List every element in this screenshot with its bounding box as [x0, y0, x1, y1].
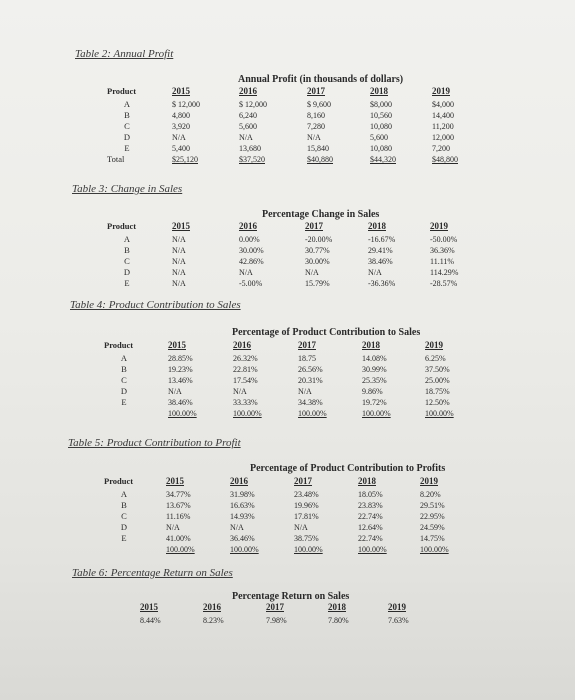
table-2-title: Table 2: Annual Profit [75, 48, 174, 60]
table-3-cell: N/A [172, 257, 186, 266]
table-5-product-column [104, 476, 144, 544]
table-3-product: B [124, 245, 130, 255]
table-3-cell: 29.41% [368, 246, 393, 255]
table-2-total: $40,880 [307, 155, 333, 164]
table-3-cell: 15.79% [305, 279, 330, 288]
table-3-title: Table 3: Change in Sales [72, 183, 183, 195]
table-6-year-column [328, 602, 349, 626]
table-4-product: E [121, 397, 127, 407]
table-2-cell: 14,400 [432, 111, 454, 120]
table-3-cell: 30.00% [305, 257, 330, 266]
table-5-cell: N/A [166, 523, 180, 532]
table-5-total: 100.00% [166, 545, 195, 554]
table-5-cell: N/A [230, 523, 244, 532]
table-2-cell: 10,080 [370, 144, 392, 153]
table-3-cell: N/A [239, 268, 253, 277]
table-5-year-column [230, 476, 259, 555]
table-5-cell: 22.74% [358, 534, 383, 543]
table-5-cell: 8.20% [420, 490, 441, 499]
table-5-cell: 22.95% [420, 512, 445, 521]
table-4-cell: 6.25% [425, 354, 446, 363]
table-2-cell: 10,080 [370, 122, 392, 131]
table-3-cell: -28.57% [430, 279, 458, 288]
table-3-product-header: Product [107, 221, 137, 231]
table-5-year-header: 2015 [166, 476, 184, 486]
table-4-cell: 38.46% [168, 398, 193, 407]
table-2-total: $48,800 [432, 155, 458, 164]
table-3-cell: -36.36% [368, 279, 396, 288]
table-2-total: $37,520 [239, 155, 265, 164]
table-2-cell: 15,840 [307, 144, 329, 153]
table-6-year-header: 2016 [203, 602, 221, 612]
table-5-year-column [420, 476, 449, 555]
table-6-year-header: 2017 [266, 602, 284, 612]
table-3-year-column [239, 221, 264, 289]
table-2-year-header: 2017 [307, 86, 325, 96]
table-4-cell: 19.23% [168, 365, 193, 374]
table-3-cell: -50.00% [430, 235, 458, 244]
table-5-total: 100.00% [420, 545, 449, 554]
table-5-total: 100.00% [230, 545, 259, 554]
table-6-year-column [388, 602, 409, 626]
table-2-cell: 11,200 [432, 122, 454, 131]
table-5-cell: 22.74% [358, 512, 383, 521]
table-5-total: 100.00% [358, 545, 387, 554]
table-2-cell: 10,560 [370, 111, 392, 120]
table-3-cell: N/A [172, 268, 186, 277]
table-5-cell: 41.00% [166, 534, 191, 543]
table-4-cell: 19.72% [362, 398, 387, 407]
table-4-product: B [121, 364, 127, 374]
table-4-cell: 18.75 [298, 354, 316, 363]
table-5-cell: 18.05% [358, 490, 383, 499]
table-2-year-header: 2019 [432, 86, 450, 96]
table-5-cell: 12.64% [358, 523, 383, 532]
table-3-cell: N/A [305, 268, 319, 277]
table-4-cell: 12.50% [425, 398, 450, 407]
table-4-product: A [120, 353, 128, 363]
table-4-cell: 37.50% [425, 365, 450, 374]
table-3-cell: N/A [172, 246, 186, 255]
table-4-title: Table 4: Product Contribution to Sales [70, 299, 241, 311]
table-4-year-header: 2015 [168, 340, 186, 350]
table-4-cell: 30.99% [362, 365, 387, 374]
table-2-cell: 13,680 [239, 144, 261, 153]
table-5-year-column [294, 476, 323, 555]
table-4-year-header: 2016 [233, 340, 251, 350]
table-4-year-header: 2019 [425, 340, 443, 350]
table-3-product: A [123, 234, 131, 244]
table-6-caption: Percentage Return on Sales [232, 591, 350, 602]
table-5-cell: 19.96% [294, 501, 319, 510]
table-2-cell: $ 12,000 [239, 100, 267, 109]
table-3-cell: 30.00% [239, 246, 264, 255]
table-4-cell: 9.86% [362, 387, 383, 396]
table-3-caption: Percentage Change in Sales [262, 209, 380, 220]
table-5-cell: 31.98% [230, 490, 255, 499]
table-5-year-header: 2018 [358, 476, 376, 486]
table-5-product: B [121, 500, 127, 510]
table-4-product-header: Product [104, 340, 134, 350]
table-2-cell: N/A [239, 133, 253, 142]
table-2-year-column [239, 86, 267, 165]
table-5-cell: 13.67% [166, 501, 191, 510]
table-5-product-header: Product [104, 476, 134, 486]
table-2-cell: $4,000 [432, 100, 454, 109]
table-6-year-column [266, 602, 287, 626]
table-4-cell: 28.85% [168, 354, 193, 363]
table-2-total: $25,120 [172, 155, 198, 164]
table-3-year-column [305, 221, 332, 289]
table-6-cell: 7.63% [388, 616, 409, 625]
table-4-year-header: 2018 [362, 340, 380, 350]
table-4-cell: N/A [233, 387, 247, 396]
table-5-cell: 23.83% [358, 501, 383, 510]
table-4-product: D [120, 386, 128, 396]
table-5-cell: 11.16% [166, 512, 191, 521]
table-4-cell: 14.08% [362, 354, 387, 363]
table-5-year-header: 2017 [294, 476, 312, 486]
table-4-year-column [298, 340, 327, 419]
table-3-year-column [172, 221, 190, 289]
table-3-cell: 114.29% [430, 268, 459, 277]
table-6-cell: 8.23% [203, 616, 224, 625]
table-2-cell: 6,240 [239, 111, 257, 120]
table-3-cell: 36.36% [430, 246, 455, 255]
table-2-product: C [124, 121, 130, 131]
table-3-cell: 42.86% [239, 257, 264, 266]
table-4-cell: 25.35% [362, 376, 387, 385]
table-2-cell: $ 12,000 [172, 100, 200, 109]
table-2-cell: 5,600 [239, 122, 257, 131]
table-4-year-column [233, 340, 262, 419]
table-2-cell: 8,160 [307, 111, 325, 120]
table-6-cell: 8.44% [140, 616, 161, 625]
table-5-product: E [121, 533, 127, 543]
table-4-year-header: 2017 [298, 340, 316, 350]
table-3-year-header: 2019 [430, 221, 448, 231]
table-5-product: C [121, 511, 127, 521]
table-2-year-column [432, 86, 458, 165]
table-3-cell: 0.00% [239, 235, 260, 244]
table-4-cell: 25.00% [425, 376, 450, 385]
table-4-product: C [121, 375, 127, 385]
table-4-year-column [362, 340, 391, 419]
table-2-year-header: 2015 [172, 86, 190, 96]
table-4-cell: 26.32% [233, 354, 258, 363]
table-2-total: $44,320 [370, 155, 396, 164]
table-6-cell: 7.98% [266, 616, 287, 625]
table-2-cell: 7,200 [432, 144, 450, 153]
table-2-year-column [172, 86, 200, 165]
table-6-year-column [140, 602, 161, 626]
table-3-product-column [107, 221, 147, 289]
table-3-year-header: 2018 [368, 221, 386, 231]
table-2-year-header: 2016 [239, 86, 257, 96]
table-6-year-header: 2018 [328, 602, 346, 612]
table-2-cell: 12,000 [432, 133, 454, 142]
table-6-year-column [203, 602, 224, 626]
table-4-total: 100.00% [298, 409, 327, 418]
table-3-year-header: 2017 [305, 221, 323, 231]
table-4-cell: N/A [168, 387, 182, 396]
table-5-cell: 23.48% [294, 490, 319, 499]
table-6-year-header: 2019 [388, 602, 406, 612]
table-5-cell: 36.46% [230, 534, 255, 543]
table-2-cell: 7,280 [307, 122, 325, 131]
table-4-cell: 33.33% [233, 398, 258, 407]
table-5-year-column [358, 476, 387, 555]
table-5-year-header: 2016 [230, 476, 248, 486]
table-4-cell: N/A [298, 387, 312, 396]
table-4-cell: 26.56% [298, 365, 323, 374]
table-4-total: 100.00% [168, 409, 197, 418]
table-3-cell: N/A [172, 235, 186, 244]
table-5-total: 100.00% [294, 545, 323, 554]
table-2-year-column [307, 86, 333, 165]
table-2-product: B [124, 110, 130, 120]
table-2-product-header: Product [107, 86, 137, 96]
table-6-year-header: 2015 [140, 602, 158, 612]
table-5-cell: 17.81% [294, 512, 319, 521]
table-4-total: 100.00% [362, 409, 391, 418]
table-5-cell: 14.75% [420, 534, 445, 543]
table-5-product: A [120, 489, 128, 499]
table-3-cell: 30.77% [305, 246, 330, 255]
table-4-cell: 34.38% [298, 398, 323, 407]
table-2-cell: $ 9,600 [307, 100, 331, 109]
table-3-year-column [368, 221, 395, 289]
table-4-total: 100.00% [233, 409, 262, 418]
table-5-cell: 38.75% [294, 534, 319, 543]
table-2-year-header: 2018 [370, 86, 388, 96]
table-2-cell: N/A [307, 133, 321, 142]
table-3-year-column [430, 221, 458, 289]
table-3-product: C [124, 256, 130, 266]
table-2-cell: $8,000 [370, 100, 392, 109]
table-5-title: Table 5: Product Contribution to Profit [68, 437, 241, 449]
table-4-cell: 13.46% [168, 376, 193, 385]
table-5-cell: 14.93% [230, 512, 255, 521]
table-5-caption: Percentage of Product Contribution to Profits [250, 463, 446, 474]
table-5-cell: N/A [294, 523, 308, 532]
table-4-total: 100.00% [425, 409, 454, 418]
table-6-title: Table 6: Percentage Return on Sales [72, 567, 233, 579]
table-3-year-header: 2015 [172, 221, 190, 231]
table-3-cell: -16.67% [368, 235, 396, 244]
table-2-cell: 3,920 [172, 122, 190, 131]
table-2-cell: N/A [172, 133, 186, 142]
table-5-cell: 16.63% [230, 501, 255, 510]
table-5-cell: 34.77% [166, 490, 191, 499]
table-2-year-column [370, 86, 396, 165]
table-2-cell: 4,800 [172, 111, 190, 120]
table-4-year-column [425, 340, 454, 419]
table-3-cell: N/A [172, 279, 186, 288]
table-5-cell: 24.59% [420, 523, 445, 532]
table-2-product-column [107, 86, 147, 165]
table-4-year-column [168, 340, 197, 419]
table-3-cell: -20.00% [305, 235, 333, 244]
table-5-year-header: 2019 [420, 476, 438, 486]
table-3-year-header: 2016 [239, 221, 257, 231]
table-3-product: E [124, 278, 130, 288]
table-5-product: D [120, 522, 128, 532]
table-4-cell: 17.54% [233, 376, 258, 385]
table-4-caption: Percentage of Product Contribution to Sales [232, 327, 421, 338]
table-3-product: D [123, 267, 131, 277]
table-4-product-column [104, 340, 144, 408]
table-3-cell: N/A [368, 268, 382, 277]
table-5-year-column [166, 476, 195, 555]
table-4-cell: 22.81% [233, 365, 258, 374]
table-3-cell: -5.00% [239, 279, 263, 288]
table-3-cell: 11.11% [430, 257, 455, 266]
table-3-cell: 38.46% [368, 257, 393, 266]
table-4-cell: 18.75% [425, 387, 450, 396]
table-2-product: E [124, 143, 130, 153]
table-2-product: D [123, 132, 131, 142]
table-2-caption: Annual Profit (in thousands of dollars) [238, 74, 404, 85]
table-2-cell: 5,600 [370, 133, 388, 142]
table-5-cell: 29.51% [420, 501, 445, 510]
table-2-product: Total [107, 154, 125, 164]
table-4-cell: 20.31% [298, 376, 323, 385]
table-2-product: A [123, 99, 131, 109]
table-6-cell: 7.80% [328, 616, 349, 625]
table-2-cell: 5,400 [172, 144, 190, 153]
